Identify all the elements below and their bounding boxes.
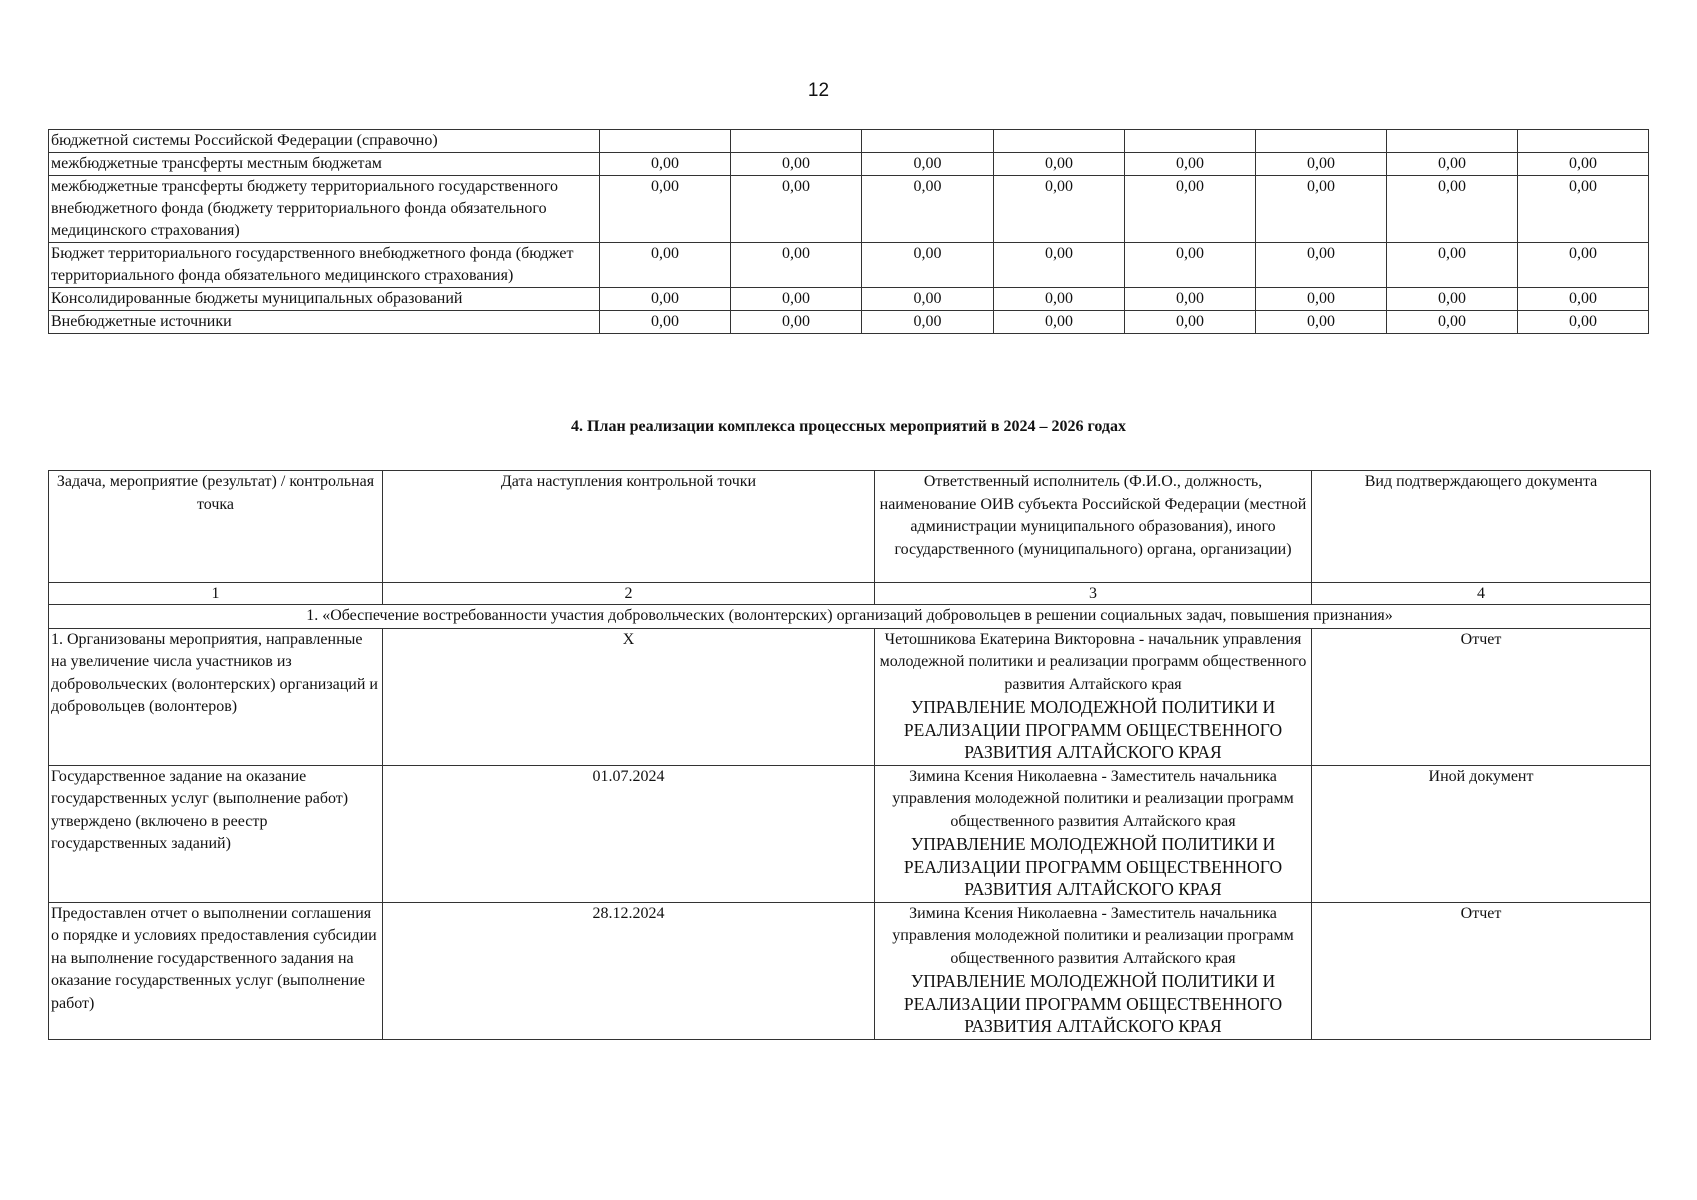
funding-value: 0,00	[862, 176, 994, 243]
funding-value	[600, 130, 731, 153]
funding-value: 0,00	[731, 153, 862, 176]
funding-value: 0,00	[994, 288, 1125, 311]
task-title: 1. «Обеспечение востребованности участия добровольческих (волонтерских) организаций добровольцев в решении социальных задач, повышения признания»	[49, 605, 1651, 629]
funding-value: 0,00	[862, 153, 994, 176]
funding-value: 0,00	[731, 311, 862, 334]
funding-value: 0,00	[731, 288, 862, 311]
funding-row-label: Консолидированные бюджеты муниципальных образований	[49, 288, 600, 311]
plan-executor: Зимина Ксения Николаевна - Заместитель начальника управления молодежной политики и реализации программ общественного развития Алтайского края	[892, 767, 1294, 830]
plan-table	[48, 470, 1651, 1040]
plan-organization: УПРАВЛЕНИЕ МОЛОДЕЖНОЙ ПОЛИТИКИ И РЕАЛИЗАЦИИ ПРОГРАММ ОБЩЕСТВЕННОГО РАЗВИТИЯ АЛТАЙСКОГО КРАЯ	[903, 971, 1283, 1036]
header-task: Задача, мероприятие (результат) / контрольная точка	[49, 471, 383, 583]
funding-value: 0,00	[600, 288, 731, 311]
funding-row-label: бюджетной системы Российской Федерации (справочно)	[49, 130, 600, 153]
funding-value: 0,00	[731, 243, 862, 288]
plan-document: Отчет	[1312, 628, 1651, 765]
funding-value: 0,00	[1387, 243, 1518, 288]
column-numbers-row	[49, 583, 1651, 605]
funding-table-body	[49, 130, 1649, 334]
header-executor: Ответственный исполнитель (Ф.И.О., должность, наименование ОИВ субъекта Российской Федерации (местной администрации муниципального образования), иного государственного (муниципального) органа, организации)	[875, 471, 1312, 583]
plan-executor-cell	[875, 765, 1312, 902]
funding-value: 0,00	[1387, 176, 1518, 243]
funding-value: 0,00	[1256, 311, 1387, 334]
header-document: Вид подтверждающего документа	[1312, 471, 1651, 583]
plan-item: Государственное задание на оказание государственных услуг (выполнение работ) утверждено (включено в реестр государственных заданий)	[49, 765, 383, 902]
plan-date: 01.07.2024	[383, 765, 875, 902]
funding-value: 0,00	[1518, 153, 1649, 176]
funding-row-label: Бюджет территориального государственного внебюджетного фонда (бюджет территориального фонда обязательного медицинского страхования)	[49, 243, 600, 288]
plan-executor-cell	[875, 628, 1312, 765]
funding-value: 0,00	[1256, 153, 1387, 176]
funding-value: 0,00	[1125, 288, 1256, 311]
funding-value: 0,00	[600, 176, 731, 243]
funding-row	[49, 288, 1649, 311]
plan-executor: Четошникова Екатерина Викторовна - начальник управления молодежной политики и реализации программ общественного развития Алтайского края	[879, 630, 1307, 693]
plan-executor: Зимина Ксения Николаевна - Заместитель начальника управления молодежной политики и реализации программ общественного развития Алтайского края	[892, 904, 1294, 967]
funding-value: 0,00	[1518, 176, 1649, 243]
funding-value: 0,00	[1125, 176, 1256, 243]
plan-item: 1. Организованы мероприятия, направленные на увеличение числа участников из добровольческих (волонтерских) организаций и добровольцев (волонтеров)	[49, 628, 383, 765]
column-number: 1	[49, 583, 383, 605]
funding-value	[1387, 130, 1518, 153]
funding-value	[1125, 130, 1256, 153]
plan-row	[49, 628, 1651, 765]
funding-value: 0,00	[1256, 243, 1387, 288]
funding-value: 0,00	[1125, 243, 1256, 288]
plan-date: 28.12.2024	[383, 902, 875, 1039]
funding-value	[862, 130, 994, 153]
funding-value: 0,00	[731, 176, 862, 243]
funding-value	[731, 130, 862, 153]
funding-value: 0,00	[1518, 288, 1649, 311]
section-title: 4. План реализации комплекса процессных мероприятий в 2024 – 2026 годах	[571, 418, 1126, 435]
funding-row	[49, 153, 1649, 176]
plan-organization: УПРАВЛЕНИЕ МОЛОДЕЖНОЙ ПОЛИТИКИ И РЕАЛИЗАЦИИ ПРОГРАММ ОБЩЕСТВЕННОГО РАЗВИТИЯ АЛТАЙСКОГО КРАЯ	[903, 697, 1283, 762]
funding-value: 0,00	[1256, 288, 1387, 311]
funding-row	[49, 311, 1649, 334]
task-row	[49, 605, 1651, 629]
plan-executor-cell	[875, 902, 1312, 1039]
funding-value: 0,00	[600, 153, 731, 176]
funding-table	[48, 129, 1649, 334]
funding-row-label: межбюджетные трансферты бюджету территориального государственного внебюджетного фонда (бюджету территориального фонда обязательного медицинского страхования)	[49, 176, 600, 243]
plan-table-body	[49, 471, 1651, 1040]
plan-organization: УПРАВЛЕНИЕ МОЛОДЕЖНОЙ ПОЛИТИКИ И РЕАЛИЗАЦИИ ПРОГРАММ ОБЩЕСТВЕННОГО РАЗВИТИЯ АЛТАЙСКОГО КРАЯ	[903, 834, 1283, 899]
funding-value: 0,00	[994, 243, 1125, 288]
column-number: 3	[875, 583, 1312, 605]
funding-value: 0,00	[600, 243, 731, 288]
funding-value: 0,00	[994, 311, 1125, 334]
column-number: 2	[383, 583, 875, 605]
funding-value: 0,00	[994, 153, 1125, 176]
funding-value: 0,00	[994, 176, 1125, 243]
funding-row	[49, 176, 1649, 243]
funding-value: 0,00	[1518, 311, 1649, 334]
funding-value: 0,00	[600, 311, 731, 334]
header-date: Дата наступления контрольной точки	[383, 471, 875, 583]
funding-value: 0,00	[1256, 176, 1387, 243]
plan-document: Иной документ	[1312, 765, 1651, 902]
column-number: 4	[1312, 583, 1651, 605]
funding-value	[994, 130, 1125, 153]
funding-value: 0,00	[862, 288, 994, 311]
funding-value: 0,00	[1387, 311, 1518, 334]
funding-value	[1256, 130, 1387, 153]
funding-value: 0,00	[1387, 288, 1518, 311]
plan-row	[49, 902, 1651, 1039]
plan-table-header-row	[49, 471, 1651, 583]
funding-row-label: межбюджетные трансферты местным бюджетам	[49, 153, 600, 176]
plan-row	[49, 765, 1651, 902]
funding-value: 0,00	[1125, 311, 1256, 334]
plan-date: X	[383, 628, 875, 765]
funding-value: 0,00	[1518, 243, 1649, 288]
plan-item: Предоставлен отчет о выполнении соглашения о порядке и условиях предоставления субсидии на выполнение государственного задания на оказание государственных услуг (выполнение работ)	[49, 902, 383, 1039]
funding-row	[49, 243, 1649, 288]
plan-document: Отчет	[1312, 902, 1651, 1039]
funding-value: 0,00	[1125, 153, 1256, 176]
funding-row	[49, 130, 1649, 153]
funding-value: 0,00	[862, 311, 994, 334]
funding-value: 0,00	[1387, 153, 1518, 176]
funding-value	[1518, 130, 1649, 153]
page-number: 12	[807, 80, 830, 101]
funding-row-label: Внебюджетные источники	[49, 311, 600, 334]
funding-value: 0,00	[862, 243, 994, 288]
